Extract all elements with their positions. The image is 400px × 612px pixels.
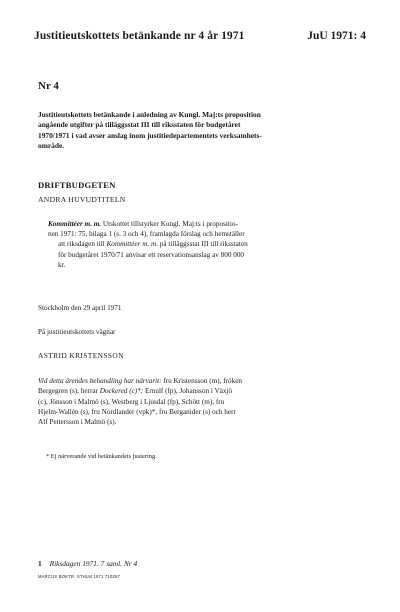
signer-name: ASTRID KRISTENSSON xyxy=(38,351,124,360)
running-header-title: Justitieutskottets betänkande nr 4 år 1971 xyxy=(34,30,245,42)
place-date: Stockholm den 29 april 1971 xyxy=(38,304,122,312)
report-intro xyxy=(38,110,370,151)
paragraph-text: Utskottet tillstyrker Kungl. Maj:ts i propositio- xyxy=(102,220,238,228)
page-footer xyxy=(38,559,137,568)
attendance-italic: Dockered (c)*; xyxy=(99,387,144,396)
page-number: 1 xyxy=(38,559,42,568)
attendance-text: Ernulf (fp), Johansson i Växjö xyxy=(144,387,233,396)
paragraph-lead: Kommittéer m. m. xyxy=(48,220,102,228)
report-number: Nr 4 xyxy=(38,80,59,92)
on-behalf: På justitieutskottets vägnar xyxy=(38,328,116,336)
running-header-ref: JuU 1971: 4 xyxy=(307,30,366,42)
section-heading: DRIFTBUDGETEN xyxy=(38,180,116,190)
attendance-text: Hjelm-Wallén (s), fru Nordlander (vpk)*, fru Berganider (s) och herr xyxy=(38,407,236,416)
attendance-paragraph xyxy=(38,376,370,427)
paragraph-text: kr. xyxy=(58,260,66,269)
committee-paragraph xyxy=(48,219,370,270)
paragraph-text: att riksdagen till xyxy=(58,240,105,249)
attendance-lead: Vid detta ärendes behandling har närvarit: xyxy=(38,377,162,385)
paragraph-text: nen 1971: 75, bilaga 1 (s. 3 och 4), framlagda förslag och hemställer xyxy=(48,230,245,239)
printer-imprint: MARCUS BOKTR. STHLM 1971 710257 xyxy=(38,574,121,579)
footer-reference: Riksdagen 1971. 7 saml. Nr 4 xyxy=(49,559,138,568)
attendance-text: Bergegren (s), herrar xyxy=(38,387,98,396)
sub-heading: ANDRA HUVUDTITELN xyxy=(38,195,126,204)
intro-line: Justitieutskottets betänkande i anledning av Kungl. Maj:ts proposition xyxy=(38,110,261,119)
intro-line: 1970/1971 i vad avser anslag inom justitiedepartementets verksamhets- xyxy=(38,130,262,140)
attendance-text: Alf Pettersson i Malmö (s). xyxy=(38,418,117,427)
intro-line: angående utgifter på tilläggsstat III till riksstaten för budgetåret xyxy=(38,120,241,130)
paragraph-text: på tilläggsstat III till riksstaten xyxy=(159,240,248,249)
paragraph-text: för budgetåret 1970/71 anvisar ett reservationsanslag av 800 000 xyxy=(58,250,245,259)
footnote: * Ej närverande vid betänkandets justering. xyxy=(46,453,157,460)
paragraph-italic: Kommittéer m. m. xyxy=(106,240,159,249)
attendance-text: fru Kristensson (m), fröken xyxy=(163,377,243,385)
intro-line: område. xyxy=(38,140,65,150)
attendance-text: (c), Jönsson i Malmö (s), Westberg i Ljusdal (fp), Schött (m), fru xyxy=(38,397,225,406)
